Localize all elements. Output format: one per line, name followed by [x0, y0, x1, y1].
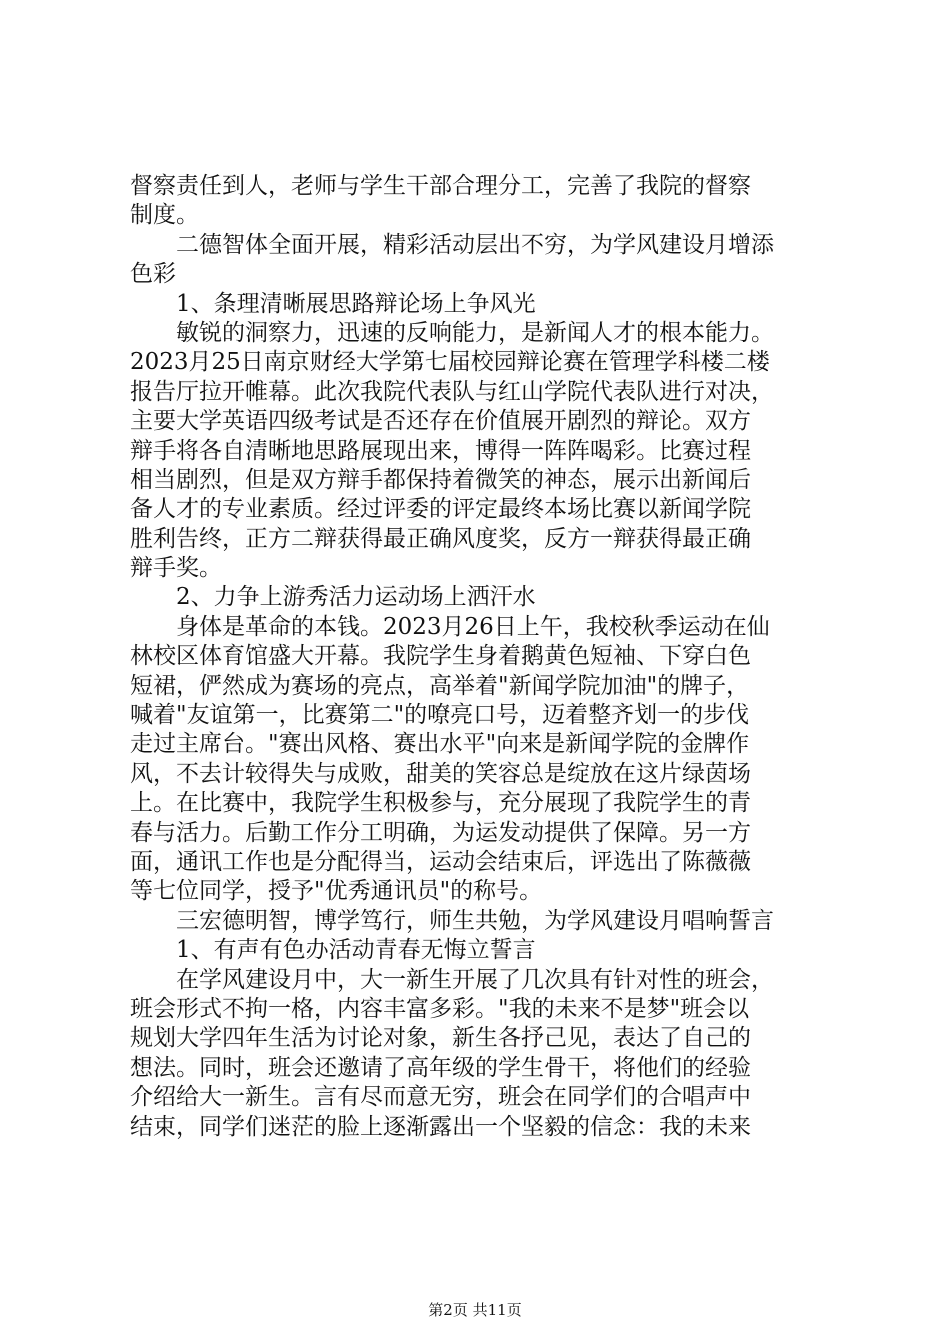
text-line: 制度。	[130, 202, 199, 229]
text-line: 班会形式不拘一格，内容丰富多彩。"我的未来不是梦"班会以	[130, 995, 750, 1022]
text-line: 报告厅拉开帷幕。此次我院代表队与红山学院代表队进行对决，	[130, 378, 774, 405]
text-line: 三宏德明智，博学笃行，师生共勉，为学风建设月唱响誓言	[176, 907, 774, 934]
text-line: 敏锐的洞察力，迅速的反响能力，是新闻人才的根本能力。	[176, 319, 774, 346]
text-line: 2、力争上游秀活力运动场上洒汗水	[176, 584, 536, 611]
text-line: 想法。同时，班会还邀请了高年级的学生骨干，将他们的经验	[130, 1054, 751, 1081]
text-line: 短裙，俨然成为赛场的亮点，高举着"新闻学院加油"的牌子，	[130, 672, 750, 699]
text-line: 身体是革命的本钱。2023月26日上午，我校秋季运动在仙	[176, 613, 770, 640]
text-line: 督察责任到人，老师与学生干部合理分工，完善了我院的督察	[130, 173, 751, 199]
text-line: 相当剧烈，但是双方辩手都保持着微笑的神态，展示出新闻后	[130, 466, 751, 493]
text-line: 上。在比赛中，我院学生积极参与，充分展现了我院学生的青	[130, 790, 751, 817]
text-line: 面，通讯工作也是分配得当，运动会结束后，评选出了陈薇薇	[130, 848, 751, 875]
text-line: 二德智体全面开展，精彩活动层出不穷，为学风建设月增添	[176, 231, 774, 258]
text-line: 1、有声有色办活动青春无悔立誓言	[176, 937, 536, 964]
text-line: 结束，同学们迷茫的脸上逐渐露出一个坚毅的信念：我的未来	[130, 1113, 751, 1140]
text-line: 在学风建设月中，大一新生开展了几次具有针对性的班会，	[176, 966, 774, 993]
text-line: 辩手奖。	[130, 555, 222, 582]
text-line: 介绍给大一新生。言有尽而意无穷，班会在同学们的合唱声中	[130, 1084, 751, 1111]
text-line: 辩手将各自清晰地思路展现出来，博得一阵阵喝彩。比赛过程	[130, 437, 751, 464]
text-line: 色彩	[130, 261, 176, 288]
text-line: 备人才的专业素质。经过评委的评定最终本场比赛以新闻学院	[130, 496, 751, 523]
text-line: 2023月25日南京财经大学第七届校园辩论赛在管理学科楼二楼	[130, 349, 770, 376]
text-line: 主要大学英语四级考试是否还存在价值展开剧烈的辩论。双方	[130, 408, 751, 435]
text-line: 喊着"友谊第一，比赛第二"的嘹亮口号，迈着整齐划一的步伐	[130, 702, 750, 729]
text-line: 春与活力。后勤工作分工明确，为运发动提供了保障。另一方	[130, 819, 751, 846]
page-footer: 第2页 共11页	[428, 1301, 522, 1319]
body-text	[130, 172, 830, 1142]
text-line: 1、条理清晰展思路辩论场上争风光	[176, 290, 536, 317]
text-line: 规划大学四年生活为讨论对象，新生各抒己见，表达了自己的	[130, 1025, 751, 1052]
text-line: 走过主席台。"赛出风格、赛出水平"向来是新闻学院的金牌作	[130, 731, 750, 758]
text-line: 风，不去计较得失与成败，甜美的笑容总是绽放在这片绿茵场	[130, 760, 751, 787]
text-line: 等七位同学，授予"优秀通讯员"的称号。	[130, 878, 543, 905]
text-line: 胜利告终，正方二辩获得最正确风度奖，反方一辩获得最正确	[130, 525, 751, 552]
text-line: 林校区体育馆盛大开幕。我院学生身着鹅黄色短袖、下穿白色	[130, 643, 751, 670]
